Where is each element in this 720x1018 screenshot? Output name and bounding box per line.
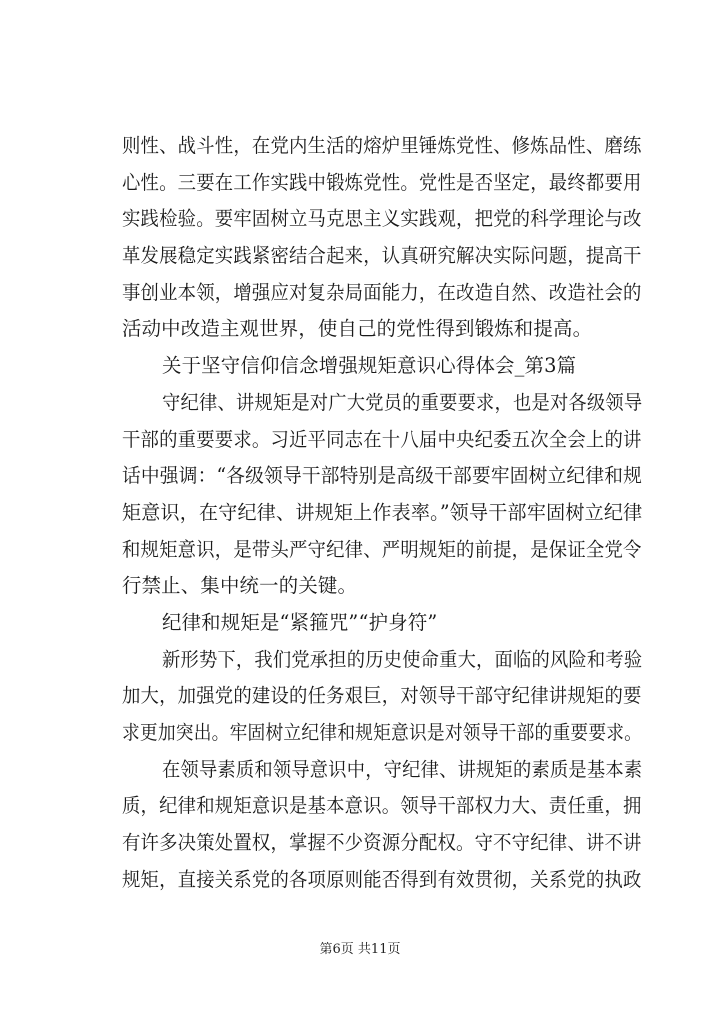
text-line — [122, 752, 642, 789]
text-line-content: 话中强调：“各级领导干部特别是高级干部要牢固树立纪律和规 — [122, 464, 643, 488]
text-line-content: 则性、战斗性，在党内生活的熔炉里锤炼党性、修炼品性、磨练 — [122, 134, 642, 157]
text-line — [122, 715, 642, 752]
page-footer: 第6页 共11页 — [319, 942, 401, 957]
text-line-content: 心性。三要在工作实践中锻炼党性。党性是否坚定，最终都要用 — [122, 170, 642, 194]
text-line — [122, 862, 642, 899]
text-line — [122, 495, 642, 532]
text-line — [122, 422, 642, 459]
text-line — [122, 788, 642, 825]
text-line — [122, 385, 642, 422]
text-line-content: 有许多决策处置权，掌握不少资源分配权。守不守纪律、讲不讲 — [122, 831, 642, 855]
text-line — [122, 201, 642, 238]
text-line — [122, 532, 642, 569]
text-line — [122, 128, 642, 165]
text-line-content: 守纪律、讲规矩是对广大党员的重要要求，也是对各级领导 — [162, 390, 643, 414]
text-line-content: 矩意识，在守纪律、讲规矩上作表率。”领导干部牢固树立纪律 — [122, 500, 643, 524]
text-line — [122, 825, 642, 862]
text-line — [122, 642, 642, 679]
text-line-content: 加大，加强党的建设的任务艰巨，对领导干部守纪律讲规矩的要 — [122, 684, 642, 708]
text-line-content: 事创业本领，增强应对复杂局面能力，在改造自然、改造社会的 — [122, 280, 642, 304]
document-body — [122, 128, 642, 898]
text-line: 行禁止、集中统一的关键。 — [122, 574, 358, 598]
text-line-content: 实践检验。要牢固树立马克思主义实践观，把党的科学理论与改 — [122, 207, 642, 231]
text-line-content: 规矩，直接关系党的各项原则能否得到有效贯彻，关系党的执政 — [122, 867, 642, 891]
text-line — [122, 458, 642, 495]
text-line-content: 在领导素质和领导意识中，守纪律、讲规矩的素质是基本素 — [162, 757, 643, 781]
text-line-content: 干部的重要要求。习近平同志在十八届中央纪委五次全会上的讲 — [122, 427, 642, 451]
text-line-content: 新形势下，我们党承担的历史使命重大，面临的风险和考验 — [162, 647, 643, 671]
text-line-content: 和规矩意识，是带头严守纪律、严明规矩的前提，是保证全党令 — [122, 537, 642, 561]
text-line — [122, 165, 642, 202]
text-line — [122, 275, 642, 312]
text-line — [122, 238, 642, 275]
text-line: 关于坚守信仰信念增强规矩意识心得体会_第3篇 — [162, 354, 577, 378]
text-line-content: 质，纪律和规矩意识是基本意识。领导干部权力大、责任重，拥 — [122, 794, 642, 818]
text-line: 纪律和规矩是“紧箍咒”“护身符” — [162, 610, 438, 634]
text-line-content: 求更加突出。牢固树立纪律和规矩意识是对领导干部的重要要求。 — [122, 721, 643, 744]
text-line: 活动中改造主观世界，使自己的党性得到锻炼和提高。 — [122, 317, 593, 341]
text-line — [122, 678, 642, 715]
text-line-content: 革发展稳定实践紧密结合起来，认真研究解决实际问题，提高干 — [122, 244, 642, 268]
